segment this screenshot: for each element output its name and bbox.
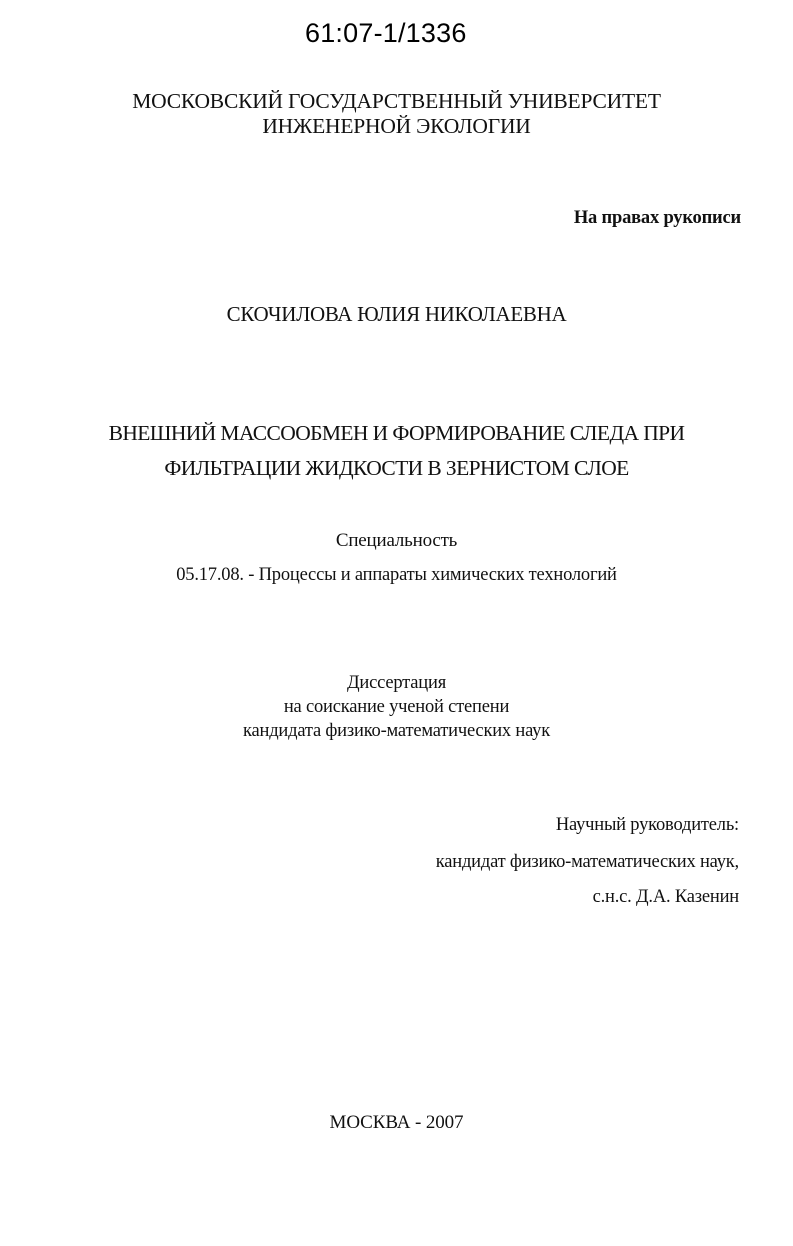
rights-note: На правах рукописи bbox=[573, 208, 741, 228]
author-name: СКОЧИЛОВА ЮЛИЯ НИКОЛАЕВНА bbox=[226, 302, 567, 326]
specialty-code-line: 05.17.08. - Процессы и аппараты химических технологий bbox=[176, 565, 617, 585]
supervisor-degree: кандидат физико-математических наук, bbox=[435, 852, 739, 872]
degree-purpose: на соискание ученой степени bbox=[283, 697, 510, 717]
university-name-line-2: ИНЖЕНЕРНОЙ ЭКОЛОГИИ bbox=[262, 114, 531, 138]
university-name-line-1: МОСКОВСКИЙ ГОСУДАРСТВЕННЫЙ УНИВЕРСИТЕТ bbox=[132, 89, 661, 113]
dissertation-title-line-1: ВНЕШНИЙ МАССООБМЕН И ФОРМИРОВАНИЕ СЛЕДА ПРИ bbox=[108, 421, 685, 445]
city-year: МОСКВА - 2007 bbox=[329, 1112, 464, 1133]
supervisor-name: с.н.с. Д.А. Казенин bbox=[592, 887, 739, 907]
dissertation-title-line-2: ФИЛЬТРАЦИИ ЖИДКОСТИ В ЗЕРНИСТОМ СЛОЕ bbox=[164, 456, 629, 480]
supervisor-label: Научный руководитель: bbox=[555, 815, 739, 835]
dissertation-type: Диссертация bbox=[346, 673, 447, 693]
catalog-number: 61:07-1/1336 bbox=[305, 18, 467, 48]
specialty-label: Специальность bbox=[335, 530, 458, 551]
degree-name: кандидата физико-математических наук bbox=[242, 721, 551, 741]
